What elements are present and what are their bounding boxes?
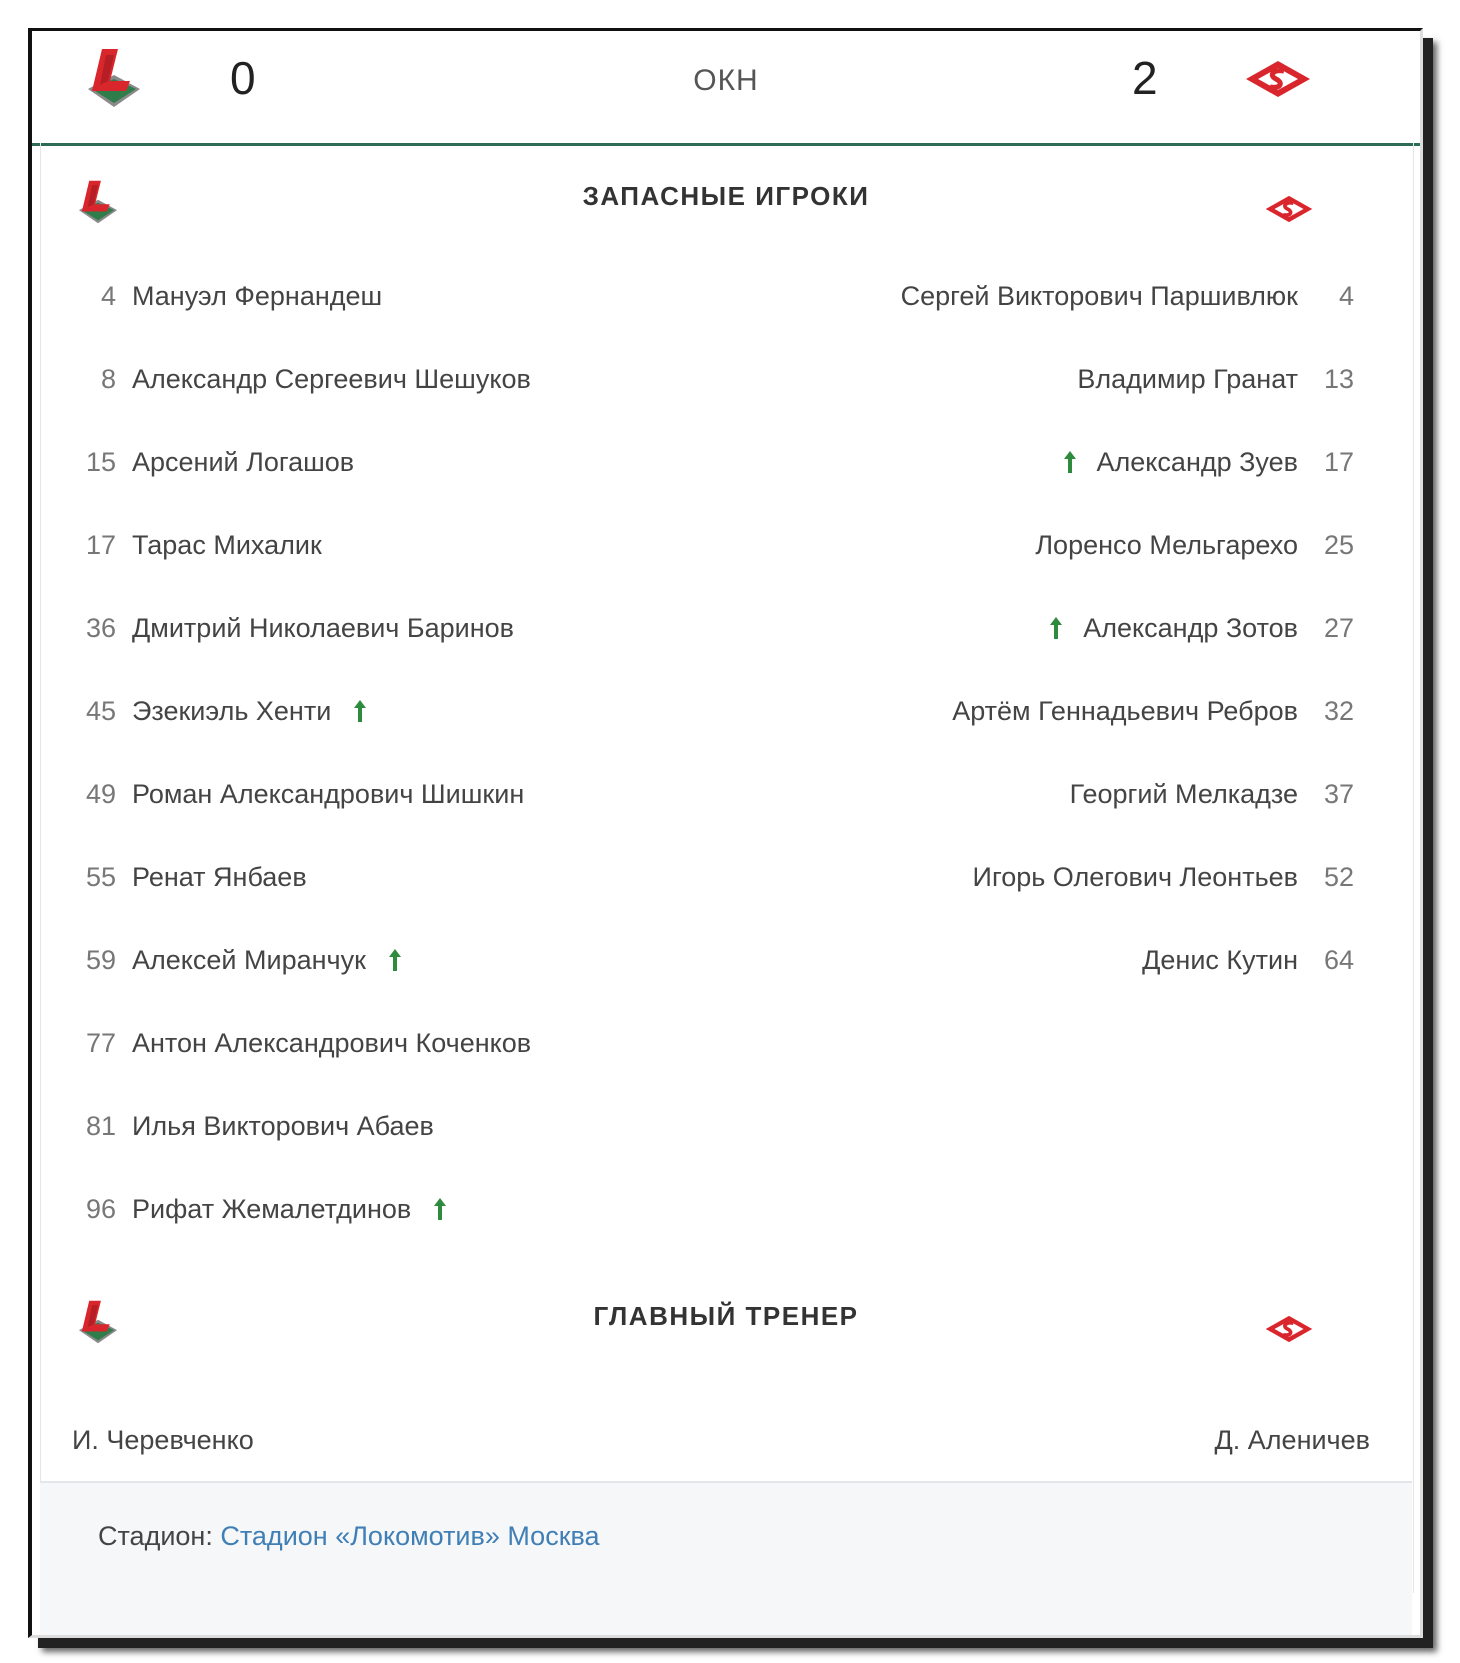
home-sub-row[interactable] [80, 1194, 447, 1234]
match-card [28, 28, 1423, 1638]
player-name[interactable]: Сергей Викторович Паршивлюк [900, 281, 1298, 311]
player-name[interactable]: Рифат Жемалетдинов [132, 1194, 412, 1224]
home-coach[interactable]: И. Черевченко [72, 1425, 254, 1455]
sub-in-arrow-icon [1063, 450, 1077, 474]
home-sub-row[interactable] [80, 1028, 531, 1068]
player-name[interactable]: Александр Сергеевич Шешуков [132, 364, 531, 394]
player-name[interactable]: Александр Зуев [1096, 447, 1298, 477]
shirt-number: 96 [85, 1194, 116, 1224]
shirt-number: 59 [85, 945, 116, 975]
player-name[interactable]: Арсений Логашов [132, 447, 355, 477]
away-score: 2 [1132, 52, 1158, 104]
shirt-number: 8 [100, 364, 116, 394]
shirt-number: 36 [85, 613, 116, 643]
shirt-number: 17 [1323, 447, 1354, 477]
away-sub-row[interactable] [973, 862, 1354, 902]
match-status: ОКН [693, 64, 759, 97]
shirt-number: 55 [85, 862, 116, 892]
player-name[interactable]: Дмитрий Николаевич Баринов [132, 613, 514, 643]
home-sub-row[interactable] [80, 945, 402, 985]
shirt-number: 27 [1323, 613, 1354, 643]
sub-in-arrow-icon [1049, 616, 1063, 640]
shirt-number: 52 [1323, 862, 1354, 892]
stadium-link[interactable]: Стадион «Локомотив» Москва [220, 1521, 600, 1551]
home-sub-row[interactable] [80, 1111, 434, 1151]
shirt-number: 25 [1323, 530, 1354, 560]
home-score: 0 [230, 52, 256, 104]
away-sub-row[interactable] [1063, 447, 1354, 487]
sub-in-arrow-icon [353, 699, 367, 723]
player-name[interactable]: Денис Кутин [1142, 945, 1298, 975]
player-name[interactable]: Антон Александрович Коченков [132, 1028, 532, 1058]
player-name[interactable]: Тарас Михалик [132, 530, 322, 560]
away-sub-row[interactable] [1077, 364, 1354, 404]
player-name[interactable]: Роман Александрович Шишкин [132, 779, 525, 809]
player-name[interactable]: Алексей Миранчук [132, 945, 366, 975]
shirt-number: 13 [1323, 364, 1354, 394]
shirt-number: 64 [1323, 945, 1354, 975]
away-sub-row[interactable] [1142, 945, 1354, 985]
away-sub-row[interactable] [901, 281, 1354, 321]
shirt-number: 49 [85, 779, 116, 809]
player-name[interactable]: Артём Геннадьевич Ребров [952, 696, 1298, 726]
shirt-number: 81 [85, 1111, 116, 1141]
shirt-number: 37 [1323, 779, 1354, 809]
home-sub-row[interactable] [80, 364, 531, 404]
away-sub-row[interactable] [1035, 530, 1354, 570]
away-coach[interactable]: Д. Аленичев [1214, 1425, 1370, 1455]
player-name[interactable]: Ренат Янбаев [132, 862, 307, 892]
shirt-number: 4 [1338, 281, 1354, 311]
stadium-footer [40, 1481, 1412, 1638]
home-sub-row[interactable] [80, 447, 354, 487]
sub-in-arrow-icon [433, 1197, 447, 1221]
subs-title: ЗАПАСНЫЕ ИГРОКИ [582, 181, 870, 211]
away-sub-row[interactable] [1070, 779, 1354, 819]
player-name[interactable]: Лоренсо Мельгарехо [1035, 530, 1298, 560]
spartak-logo-icon[interactable] [1244, 57, 1312, 101]
sub-in-arrow-icon [388, 948, 402, 972]
spartak-logo-icon [1264, 1313, 1314, 1345]
shirt-number: 15 [85, 447, 116, 477]
home-sub-row[interactable] [80, 779, 524, 819]
shirt-number: 45 [85, 696, 116, 726]
home-sub-row[interactable] [80, 862, 307, 902]
coach-title: ГЛАВНЫЙ ТРЕНЕР [593, 1301, 859, 1331]
player-name[interactable]: Игорь Олегович Леонтьев [972, 862, 1298, 892]
home-sub-row[interactable] [80, 530, 322, 570]
scoreboard [32, 31, 1420, 146]
spartak-logo-icon [1264, 193, 1314, 225]
player-name[interactable]: Мануэл Фернандеш [132, 281, 383, 311]
player-name[interactable]: Илья Викторович Абаев [132, 1111, 434, 1141]
home-sub-row[interactable] [80, 281, 382, 321]
away-sub-row[interactable] [952, 696, 1354, 736]
home-sub-row[interactable] [80, 613, 514, 653]
player-name[interactable]: Эзекиэль Хенти [132, 696, 332, 726]
shirt-number: 17 [85, 530, 116, 560]
stadium-info [98, 1521, 600, 1552]
player-name[interactable]: Александр Зотов [1083, 613, 1298, 643]
away-sub-row[interactable] [1049, 613, 1354, 653]
shirt-number: 4 [100, 281, 116, 311]
player-name[interactable]: Георгий Мелкадзе [1069, 779, 1298, 809]
home-sub-row[interactable] [80, 696, 367, 736]
stadium-label: Стадион: [98, 1521, 213, 1551]
shirt-number: 32 [1323, 696, 1354, 726]
shirt-number: 77 [85, 1028, 116, 1058]
player-name[interactable]: Владимир Гранат [1077, 364, 1298, 394]
